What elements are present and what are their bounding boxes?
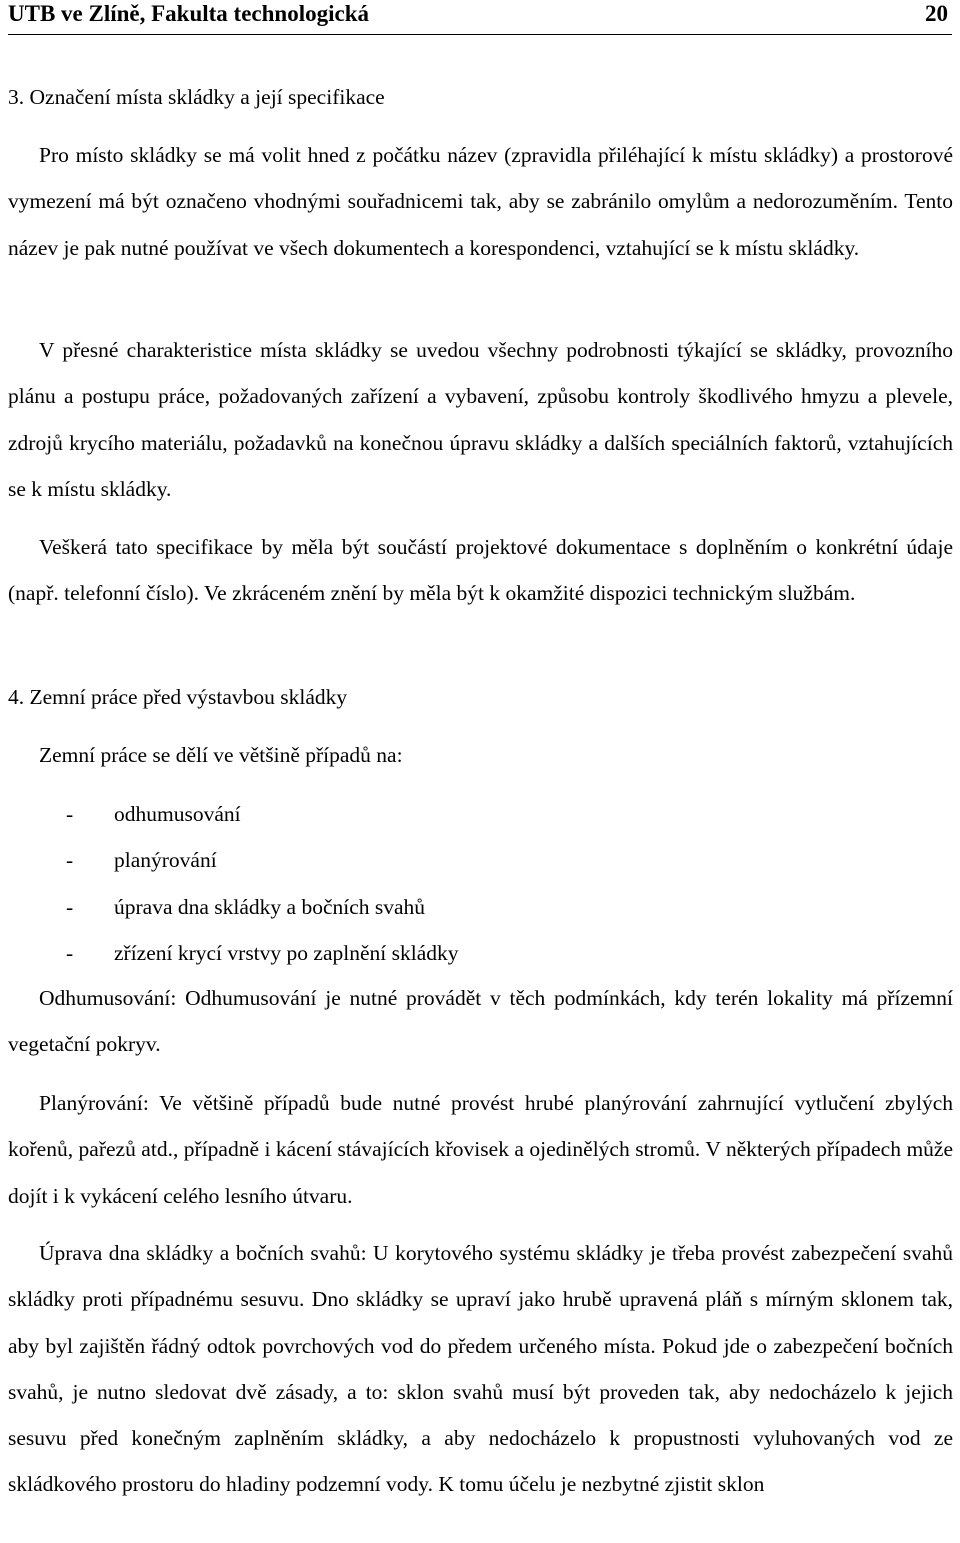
list-marker: -: [66, 848, 74, 873]
page-header: [8, 0, 952, 35]
list-marker: -: [66, 940, 74, 965]
section-3-paragraph-2: V přesné charakteristice místa skládky se uvedou všechny podrobnosti týkající se skládky, provozního plánu a postupu práce, požadovaných zařízení a vybavení, způsobu kontroly škodlivého hmyzu a plevele, zdrojů krycího materiálu, požadavků na konečnou úpravu skládky a dalších speciálních faktorů, vztahujících se k místu skládky.: [8, 338, 953, 501]
section-3-paragraph-3: Veškerá tato specifikace by měla být součástí projektové dokumentace s doplněním o konkrétní údaje (např. telefonní číslo). Ve zkráceném znění by měla být k okamžité dispozici technickým službám.: [8, 535, 953, 606]
list-marker: -: [66, 894, 74, 919]
header-school-name: UTB ve Zlíně, Fakulta technologická: [8, 1, 369, 26]
section-4-intro: Zemní práce se dělí ve většině případů na:: [39, 743, 403, 767]
planyrovani-paragraph: Planýrování: Ve většině případů bude nutné provést hrubé planýrování zahrnující vytlučení zbylých kořenů, pařezů atd., případně i kácení stávajících křovisek a ojedinělých stromů. V některých případech může dojít i k vykácení celého lesního útvaru.: [8, 1091, 953, 1208]
list-item-text: planýrování: [114, 848, 217, 873]
odhumusovani-paragraph: Odhumusování: Odhumusování je nutné provádět v těch podmínkách, kdy terén lokality má přízemní vegetační pokryv.: [8, 986, 953, 1057]
list-item-text: zřízení krycí vrstvy po zaplnění skládky: [114, 940, 459, 965]
section-3-paragraph-1: Pro místo skládky se má volit hned z počátku název (zpravidla přiléhající k místu skládky) a prostorové vymezení má být označeno vhodnými souřadnicemi tak, aby se zabránilo omylům a nedorozuměním. Tento název je pak nutné používat ve všech dokumentech a korespondenci, vztahující se k místu skládky.: [8, 143, 953, 260]
section-3-heading: 3. Označení místa skládky a její specifikace: [8, 85, 385, 109]
uprava-paragraph: Úprava dna skládky a bočních svahů: U korytového systému skládky je třeba provést zabezpečení svahů skládky proti případnému sesuvu. Dno skládky se upraví jako hrubě upravená pláň s mírným sklonem tak, aby byl zajištěn řádný odtok povrchových vod do předem určeného místa. Pokud jde o zabezpečení bočních svahů, je nutno sledovat dvě zásady, a to: sklon svahů musí být proveden tak, aby nedocházelo k jejich sesuvu před konečným zaplněním skládky, a aby nedocházelo k propustnosti vyluhovaných vod ze skládkového prostoru do hladiny podzemní vody. K tomu účelu je nezbytné zjistit sklon: [8, 1241, 953, 1497]
page-number: 20: [925, 1, 948, 26]
list-item-text: úprava dna skládky a bočních svahů: [114, 894, 426, 919]
list-marker: -: [66, 802, 74, 826]
list-item-text: odhumusování: [114, 802, 241, 826]
section-4-heading: 4. Zemní práce před výstavbou skládky: [8, 685, 348, 709]
